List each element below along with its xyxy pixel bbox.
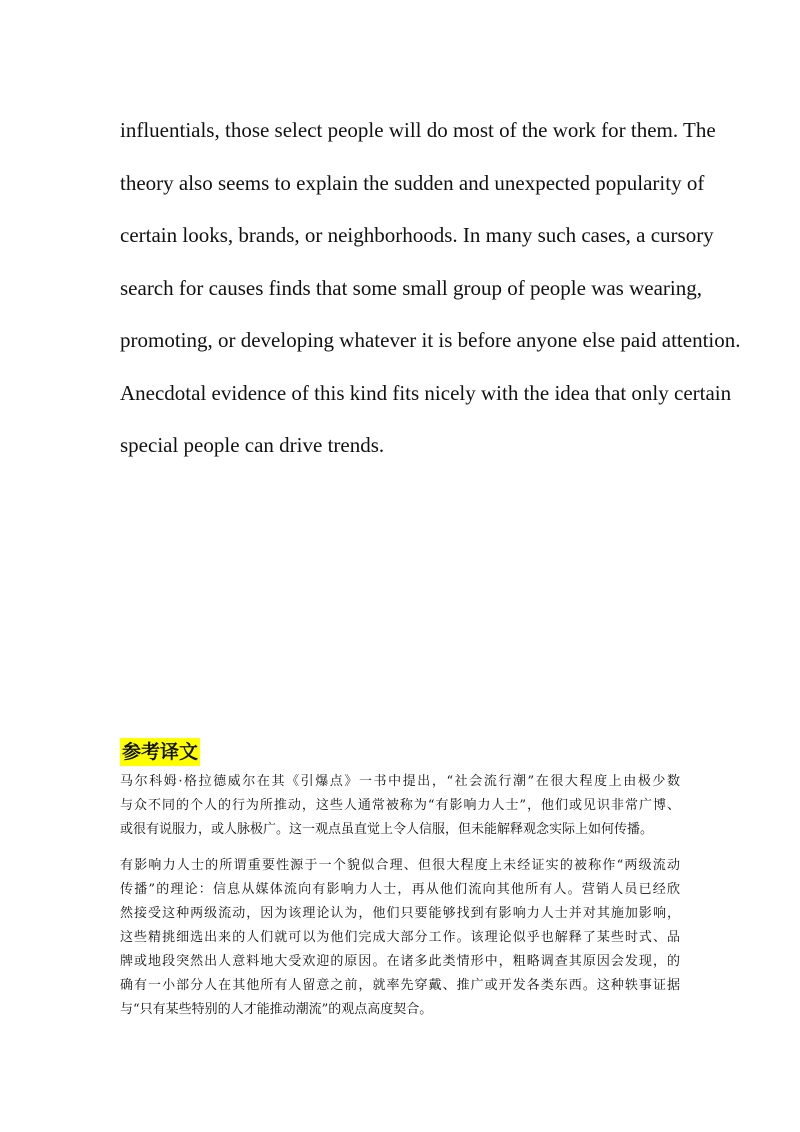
translation-paragraph-1 xyxy=(120,770,680,842)
english-paragraph xyxy=(120,104,741,472)
translation-line: 与“只有某些特别的人才能推动潮流”的观点高度契合。 xyxy=(120,1002,433,1017)
english-line: theory also seems to explain the sudden and unexpected popularity of xyxy=(120,170,705,195)
translation-line: 传播”的理论：信息从媒体流向有影响力人士，再从他们流向其他所有人。营销人员已经欣 xyxy=(120,882,680,897)
english-line: certain looks, brands, or neighborhoods. In many such cases, a cursory xyxy=(120,223,714,247)
translation-line: 马尔科姆·格拉德威尔在其《引爆点》一书中提出，“社会流行潮”在很大程度上由极少数 xyxy=(120,774,680,789)
translation-line: 然接受这种两级流动，因为该理论认为，他们只要能够找到有影响力人士并对其施加影响， xyxy=(120,906,680,921)
english-line: special people can drive trends. xyxy=(120,433,385,457)
translation-line: 这些精挑细选出来的人们就可以为他们完成大部分工作。该理论似乎也解释了某些时式、品 xyxy=(120,930,680,945)
translation-line: 与众不同的个人的行为所推动，这些人通常被称为“有影响力人士”，他们或见识非常广博、 xyxy=(120,798,680,813)
english-line: influentials, those select people will do most of the work for them. The xyxy=(120,118,716,142)
english-line: Anecdotal evidence of this kind fits nicely with the idea that only certain xyxy=(120,380,732,405)
translation-heading: 参考译文 xyxy=(120,738,200,766)
translation-line: 确有一小部分人在其他所有人留意之前，就率先穿戴、推广或开发各类东西。这种轶事证据 xyxy=(120,978,680,993)
english-line: promoting, or developing whatever it is before anyone else paid attention. xyxy=(120,328,741,352)
translation-line: 或很有说服力，或人脉极广。这一观点虽直觉上令人信服，但未能解释观念实际上如何传播。 xyxy=(120,822,654,837)
english-line: search for causes finds that some small group of people was wearing, xyxy=(120,275,702,300)
translation-line: 牌或地段突然出人意料地大受欢迎的原因。在诸多此类情形中，粗略调查其原因会发现，的 xyxy=(120,954,680,969)
translation-line: 有影响力人士的所谓重要性源于一个貌似合理、但很大程度上未经证实的被称作“两级流动 xyxy=(120,858,680,873)
translation-paragraph-2 xyxy=(120,854,680,1022)
